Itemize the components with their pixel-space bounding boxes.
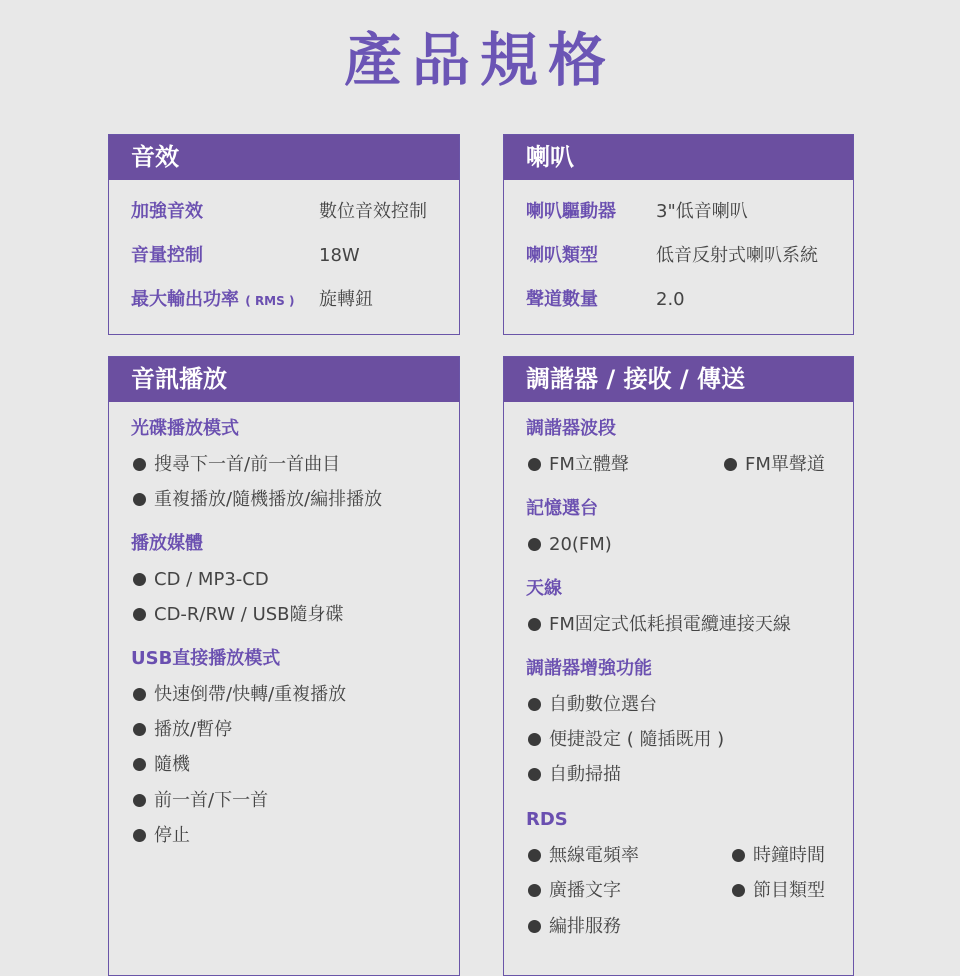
bullet-dot <box>528 618 541 631</box>
tuner-panel-header: 調諧器 / 接收 / 傳送 <box>504 357 853 402</box>
list-item: 重複播放/隨機播放/編排播放 <box>133 486 382 514</box>
sound-panel <box>108 134 460 335</box>
bullet-dot <box>528 698 541 711</box>
list-item: 自動數位選台 <box>528 691 657 719</box>
bullet-dot <box>133 829 146 842</box>
spec-row <box>131 197 449 227</box>
spec-row <box>131 241 449 271</box>
spec-row <box>526 197 843 227</box>
spec-value: 旋轉鈕 <box>319 289 373 310</box>
rds-title: RDS <box>526 809 568 830</box>
bullet-dot <box>133 794 146 807</box>
spec-label-text: 最大輸出功率 <box>131 289 239 310</box>
list-item: 時鐘時間 <box>732 842 825 870</box>
bullet-dot <box>528 733 541 746</box>
list-item: 快速倒帶/快轉/重複播放 <box>133 681 346 709</box>
list-item: 廣播文字 <box>528 877 621 905</box>
bullet-dot <box>528 458 541 471</box>
disc-mode-title: 光碟播放模式 <box>131 418 239 439</box>
spec-row <box>526 241 843 271</box>
list-item: 無線電頻率 <box>528 842 639 870</box>
bullet-dot <box>732 849 745 862</box>
list-item: 自動掃描 <box>528 761 621 789</box>
speaker-panel-header: 喇叭 <box>504 135 853 180</box>
spec-value: 2.0 <box>656 289 685 310</box>
media-title: 播放媒體 <box>131 533 203 554</box>
spec-label: 喇叭驅動器 <box>526 201 616 222</box>
bullet-dot <box>133 688 146 701</box>
bullet-dot <box>528 538 541 551</box>
list-item: CD-R/RW / USB隨身碟 <box>133 601 344 629</box>
list-item: 隨機 <box>133 751 190 779</box>
list-item: 播放/暫停 <box>133 716 232 744</box>
bullet-dot <box>133 758 146 771</box>
list-item: 便捷設定 ( 隨插既用 ) <box>528 726 724 754</box>
spec-label: 音量控制 <box>131 245 203 266</box>
spec-label <box>131 285 294 316</box>
antenna-title: 天線 <box>526 578 562 599</box>
list-item: FM固定式低耗損電纜連接天線 <box>528 611 791 639</box>
spec-value: 低音反射式喇叭系統 <box>656 245 818 266</box>
list-item: CD / MP3-CD <box>133 566 269 594</box>
bullet-dot <box>133 493 146 506</box>
bullet-dot <box>133 573 146 586</box>
list-item: 20(FM) <box>528 531 612 559</box>
enhance-title: 調諧器增強功能 <box>526 658 652 679</box>
spec-label: 加強音效 <box>131 201 203 222</box>
tuner-panel <box>503 356 854 976</box>
list-item: 前一首/下一首 <box>133 787 268 815</box>
spec-row <box>526 285 843 315</box>
rms-unit: ( RMS ) <box>245 294 295 308</box>
bullet-dot <box>724 458 737 471</box>
bullet-dot <box>732 884 745 897</box>
bullet-dot <box>528 920 541 933</box>
list-item: 節目類型 <box>732 877 825 905</box>
bullet-dot <box>528 849 541 862</box>
list-item: 編排服務 <box>528 913 621 941</box>
list-item: FM單聲道 <box>724 451 825 479</box>
spec-row <box>131 285 449 315</box>
bullet-dot <box>528 884 541 897</box>
bullet-dot <box>528 768 541 781</box>
sound-panel-header: 音效 <box>109 135 459 180</box>
band-title: 調諧器波段 <box>526 418 616 439</box>
spec-label: 聲道數量 <box>526 289 598 310</box>
spec-value: 18W <box>319 245 360 266</box>
preset-title: 記憶選台 <box>526 498 598 519</box>
spec-value: 數位音效控制 <box>319 201 427 222</box>
playback-panel-header: 音訊播放 <box>109 357 459 402</box>
spec-value: 3"低音喇叭 <box>656 201 748 222</box>
list-item: 搜尋下一首/前一首曲目 <box>133 451 340 479</box>
bullet-dot <box>133 458 146 471</box>
spec-label: 喇叭類型 <box>526 245 598 266</box>
usb-mode-title: USB直接播放模式 <box>131 648 281 669</box>
speaker-panel <box>503 134 854 335</box>
bullet-dot <box>133 723 146 736</box>
playback-panel <box>108 356 460 976</box>
list-item: 停止 <box>133 822 190 850</box>
bullet-dot <box>133 608 146 621</box>
list-item: FM立體聲 <box>528 451 629 479</box>
page-title: 產品規格 <box>343 26 616 94</box>
